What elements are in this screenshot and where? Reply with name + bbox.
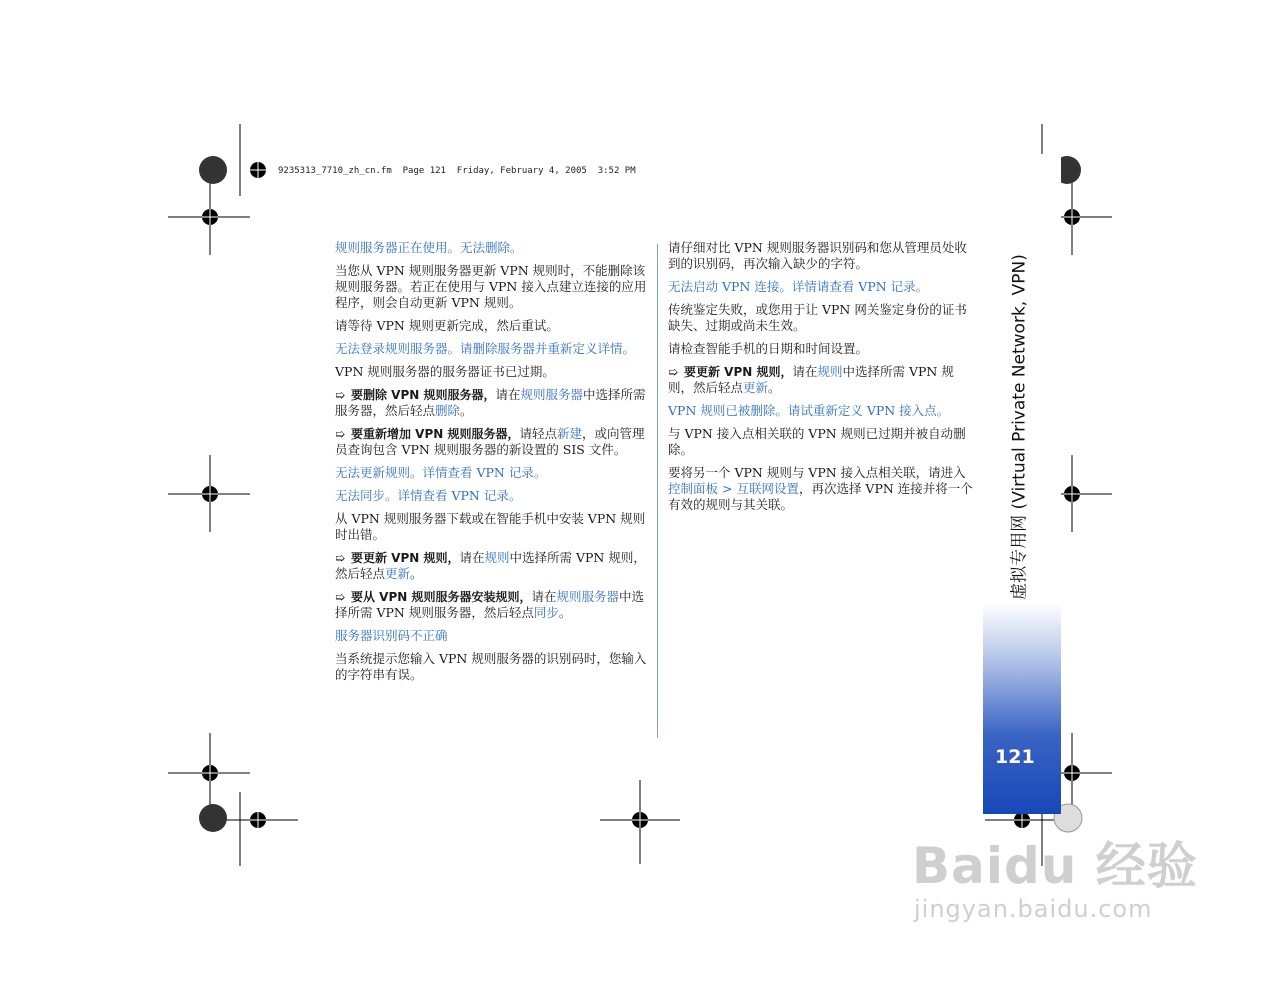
link-rule-server[interactable]: 规则服务器 xyxy=(556,589,620,604)
tip-paragraph: ➯ 要更新 VPN 规则，请在规则中选择所需 VPN 规则，然后轻点更新。 xyxy=(668,364,954,395)
tip-paragraph: ➯ 要删除 VPN 规则服务器，请在规则服务器中选择所需服务器，然后轻点删除。 xyxy=(335,387,646,418)
link-update[interactable]: 更新 xyxy=(385,566,411,581)
error-heading: 无法启动 VPN 连接。详情请查看 VPN 记录。 xyxy=(668,279,929,294)
left-column xyxy=(335,240,647,690)
watermark xyxy=(912,838,1212,924)
paragraph: 请仔细对比 VPN 规则服务器识别码和您从管理员处收到的识别码，再次输入缺少的字符。 xyxy=(668,240,967,271)
error-heading: VPN 规则已被删除。请试重新定义 VPN 接入点。 xyxy=(668,403,950,418)
page-number: 121 xyxy=(995,746,1035,768)
paragraph: 请检查智能手机的日期和时间设置。 xyxy=(668,341,869,356)
file-header: 9235313_7710_zh_cn.fm Page 121 Friday, February 4, 2005 3:52 PM xyxy=(278,166,636,176)
paragraph: 从 VPN 规则服务器下载或在智能手机中安装 VPN 规则时出错。 xyxy=(335,511,646,542)
error-heading: 规则服务器正在使用。无法删除。 xyxy=(335,240,523,255)
paragraph: VPN 规则服务器的服务器证书已过期。 xyxy=(335,364,555,379)
column-divider xyxy=(657,244,658,738)
hand-pointer-icon: ➯ xyxy=(335,388,346,402)
tip-paragraph: ➯ 要从 VPN 规则服务器安装规则，请在规则服务器中选择所需 VPN 规则服务器，然后轻点同步。 xyxy=(335,589,645,620)
link-internet-settings[interactable]: 互联网设置 xyxy=(736,481,799,496)
paragraph: 当您从 VPN 规则服务器更新 VPN 规则时，不能删除该规则服务器。若正在使用与 VPN 接入点建立连接的应用程序，则会自动更新 VPN 规则。 xyxy=(335,263,647,310)
error-heading: 无法登录规则服务器。请删除服务器并重新定义详情。 xyxy=(335,341,636,356)
paragraph: 当系统提示您输入 VPN 规则服务器的识别码时，您输入的字符串有误。 xyxy=(335,651,647,682)
hand-pointer-icon: ➯ xyxy=(335,427,346,441)
hand-pointer-icon: ➯ xyxy=(335,590,346,604)
paragraph: 请等待 VPN 规则更新完成，然后重试。 xyxy=(335,318,559,333)
link-rules[interactable]: 规则 xyxy=(817,364,843,379)
hand-pointer-icon: ➯ xyxy=(335,551,346,565)
paragraph: 要将另一个 VPN 规则与 VPN 接入点相关联，请进入控制面板 > 互联网设置，再次选择 VPN 连接并将一个有效的规则与其关联。 xyxy=(668,465,973,512)
link-update[interactable]: 更新 xyxy=(743,380,769,395)
right-column xyxy=(668,240,976,520)
tip-paragraph: ➯ 要更新 VPN 规则，请在规则中选择所需 VPN 规则，然后轻点更新。 xyxy=(335,550,646,581)
link-control-panel[interactable]: 控制面板 xyxy=(668,481,719,496)
error-heading: 服务器识别码不正确 xyxy=(335,628,448,643)
watermark-logo: Baidu 经验 xyxy=(912,837,1198,895)
error-heading: 无法同步。详情查看 VPN 记录。 xyxy=(335,488,522,503)
tip-paragraph: ➯ 要重新增加 VPN 规则服务器，请轻点新建，或向管理员查询包含 VPN 规则服务器的新设置的 SIS 文件。 xyxy=(335,426,645,457)
chapter-title: 虚拟专用网 (Virtual Private Network, VPN) xyxy=(1009,254,1030,600)
link-rules[interactable]: 规则 xyxy=(484,550,510,565)
link-delete[interactable]: 删除 xyxy=(435,403,461,418)
link-new[interactable]: 新建 xyxy=(557,426,583,441)
watermark-url: jingyan.baidu.com xyxy=(914,895,1153,923)
link-rule-server[interactable]: 规则服务器 xyxy=(520,387,584,402)
link-sync[interactable]: 同步 xyxy=(533,605,559,620)
paragraph: 与 VPN 接入点相关联的 VPN 规则已过期并被自动删除。 xyxy=(668,426,966,457)
paragraph: 传统鉴定失败，或您用于让 VPN 网关鉴定身份的证书缺失、过期或尚未生效。 xyxy=(668,302,967,333)
error-heading: 无法更新规则。详情查看 VPN 记录。 xyxy=(335,465,547,480)
hand-pointer-icon: ➯ xyxy=(668,365,679,379)
